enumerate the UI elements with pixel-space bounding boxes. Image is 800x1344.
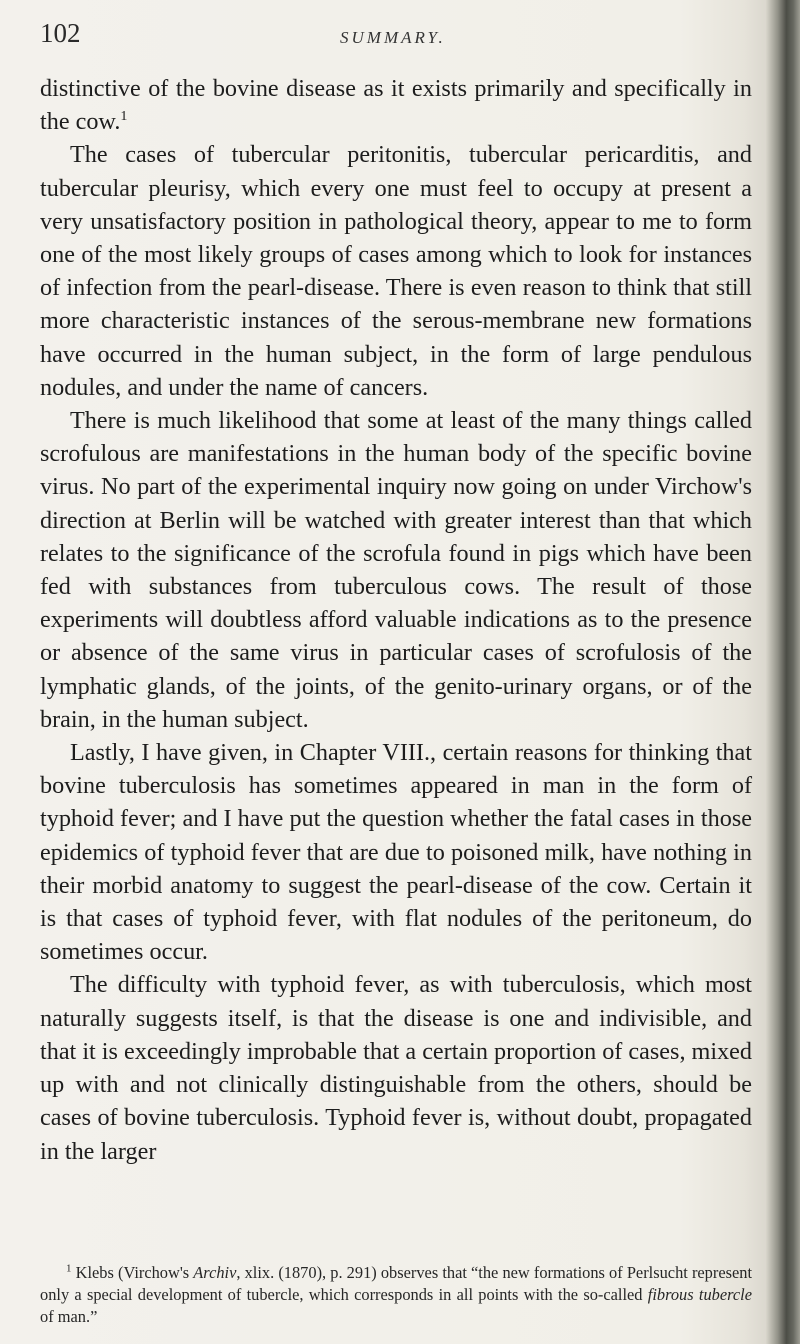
paragraph-continued (40, 72, 752, 138)
footnote-text-3: of man.” (40, 1307, 98, 1326)
book-spine-shadow (766, 0, 800, 1344)
footnote-italic-archiv: Archiv (193, 1263, 237, 1282)
footnote-text-2: , xlix. (1870), p. 291) observes that “the new formations of Perlsucht represent only a special development of tubercle, which corresponds in all points with the so-called (40, 1263, 753, 1304)
paragraph-difficulty: The difficulty with typhoid fever, as with tuberculosis, which most naturally suggests itself, is that the disease is one and indivisible, and that it is exceedingly improbable that a certain proportion of cases, mixed up with and not clinically distinguishable from the others, should be cases of bovine tuberculosis. Typhoid fever is, without doubt, propagated in the larger (40, 971, 752, 1165)
running-head (40, 14, 750, 58)
footnote-text-1: Klebs (Virchow's (75, 1263, 194, 1282)
footnote-reference: 1 (120, 109, 128, 125)
body-text (40, 72, 752, 1168)
paragraph-text: distinctive of the bovine disease as it exists primarily and specifically in the cow. (40, 75, 752, 136)
paragraph-serous-membrane: The cases of tubercular peritonitis, tubercular pericarditis, and tubercular pleurisy, which every one must feel to occupy at present a very unsatisfactory position in pathological theory, appear to me to form one of the most likely groups of cases among which to look for instances of infection from the pearl-disease. There is even reason to think that still more characteristic instances of the serous-membrane new formations have occurred in the human subject, in the form of large pendulous nodules, and under the name of cancers. (40, 141, 752, 401)
running-title: SUMMARY. (340, 28, 446, 47)
paragraph-typhoid: Lastly, I have given, in Chapter VIII., certain reasons for thinking that bovine tuberculosis has sometimes appeared in man in the form of typhoid fever; and I have put the question whether the fatal cases in those epidemics of typhoid fever that are due to poisoned milk, have nothing in their morbid anatomy to suggest the pearl-disease of the cow. Certain it is that cases of typhoid fever, with flat nodules of the peritoneum, do sometimes occur. (40, 739, 752, 966)
page-number: 102 (40, 18, 81, 48)
footnote-mark: 1 (66, 1262, 72, 1275)
footnote-italic-fibrous: fibrous tubercle (647, 1285, 752, 1304)
paragraph-scrofula: There is much likelihood that some at least of the many things called scrofulous are manifestations in the human body of the specific bovine virus. No part of the experimental inquiry now going on under Virchow's direction at Berlin will be watched with greater interest than that which relates to the significance of the scrofula found in pigs which have been fed with substances from tuberculous cows. The result of those experiments will doubtless afford valuable indications as to the presence or absence of the same virus in particular cases of scrofulosis of the lymphatic glands, of the joints, of the genito-urinary organs, or of the brain, in the human subject. (40, 407, 752, 733)
footnote (40, 1262, 752, 1328)
